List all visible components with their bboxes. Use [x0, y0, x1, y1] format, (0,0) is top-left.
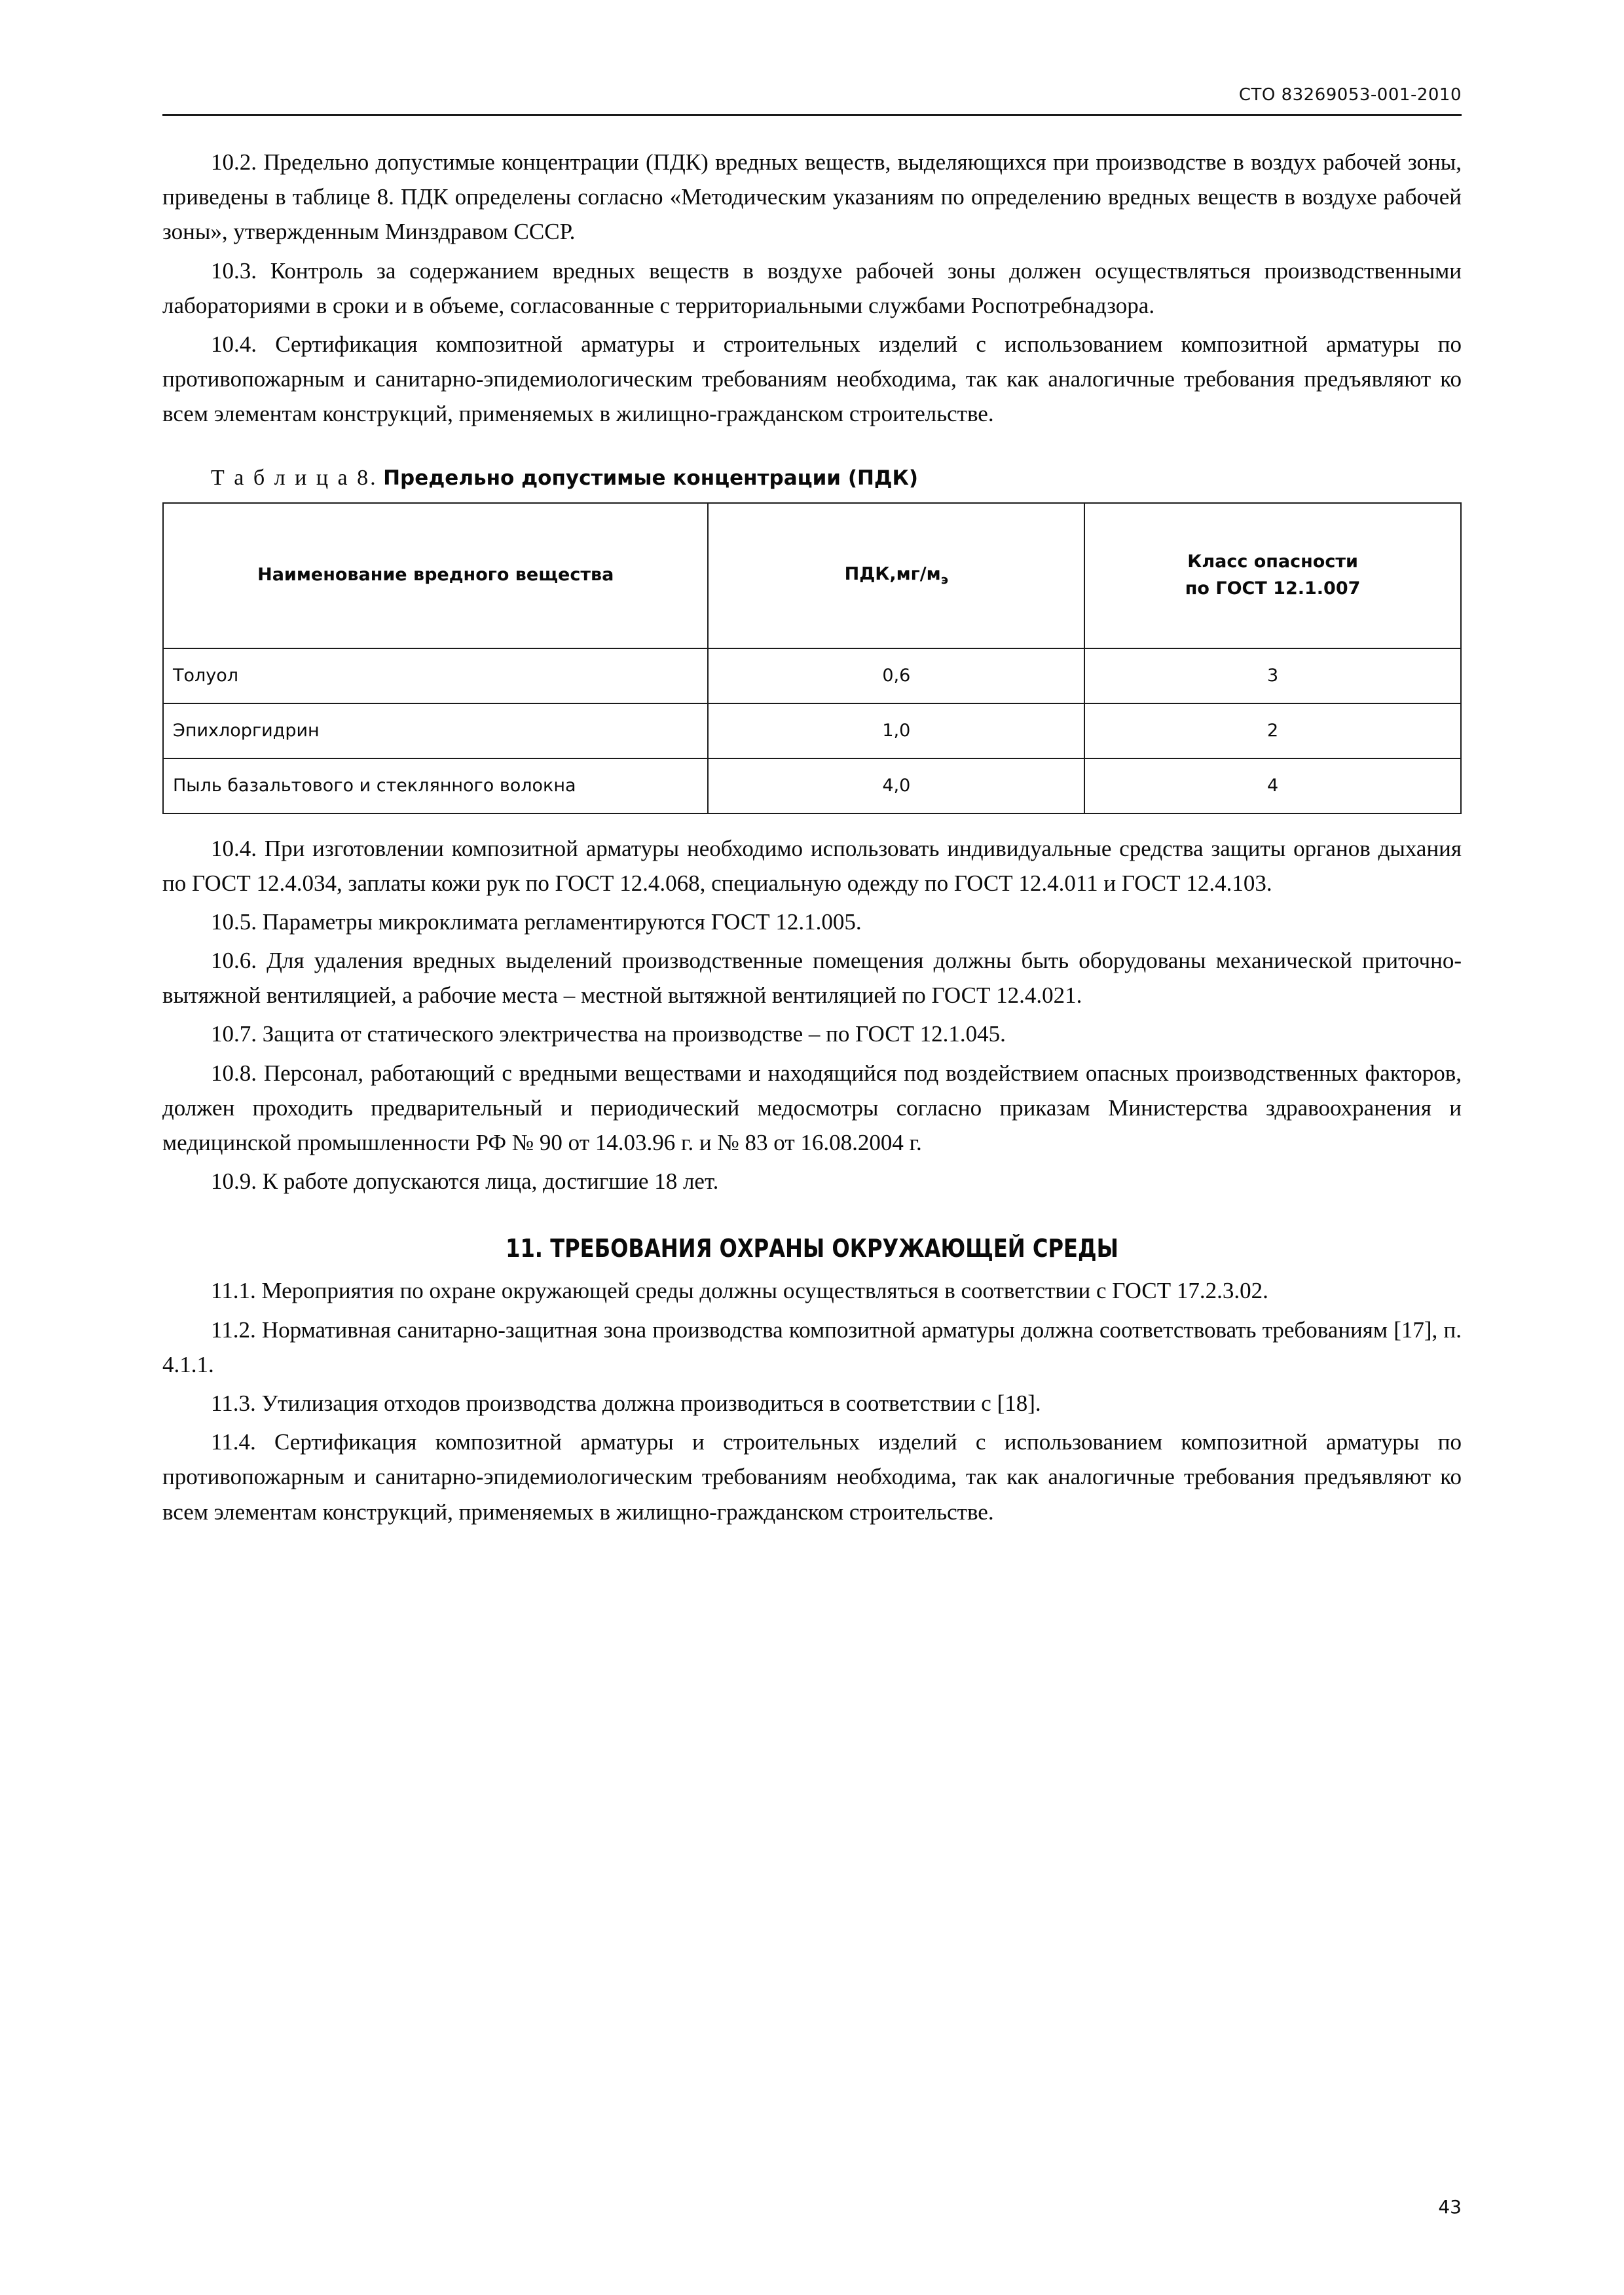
paragraph-10-4a: 10.4. Сертификация композитной арматуры и строительных изделий с использованием композитной арматуры по противопожарным и санитарно-эпидемиологическим требованиям необходима, так как аналогичные требования предъявляют ко всем элементам конструкций, применяемых в жилищно-гражданском строительстве.	[162, 331, 1462, 427]
paragraph-10-9: 10.9. К работе допускаются лица, достигшие 18 лет.	[211, 1168, 719, 1195]
paragraph-11-1: 11.1. Мероприятия по охране окружающей среды должны осуществляться в соответствии с ГОСТ 17.2.3.02.	[211, 1278, 1268, 1304]
paragraph-10-4b: 10.4. При изготовлении композитной арматуры необходимо использовать индивидуальные средства защиты органов дыхания по ГОСТ 12.4.034, заплаты кожи рук по ГОСТ 12.4.068, специальную одежду по ГОСТ 12.4.011 и ГОСТ 12.4.103.	[162, 835, 1462, 896]
table-row	[163, 703, 1461, 758]
paragraph-11-3: 11.3. Утилизация отходов производства должна производиться в соответствии с [18].	[211, 1390, 1041, 1416]
paragraph-10-3: 10.3. Контроль за содержанием вредных веществ в воздухе рабочей зоны должен осуществляться производственными лабораториями в сроки и в объеме, согласованные с территориальными службами Роспотребнадзора.	[162, 257, 1462, 318]
table-head	[163, 503, 1461, 648]
section-heading-11: 11. ТРЕБОВАНИЯ ОХРАНЫ ОКРУЖАЮЩЕЙ СРЕДЫ	[506, 1234, 1118, 1263]
header-pdk-unit-sub: э	[940, 572, 948, 588]
paragraph-10-8: 10.8. Персонал, работающий с вредными веществами и находящийся под воздействием опасных производственных факторов, должен проходить предварительный и периодический медосмотры согласно приказам Министерства здравоохранения и медицинской промышленности РФ № 90 от 14.03.96 г. и № 83 от 16.08.2004 г.	[162, 1060, 1462, 1155]
paragraph-10-5: 10.5. Параметры микроклимата регламентируются ГОСТ 12.1.005.	[211, 908, 862, 935]
cell-pdk-value: 1,0	[708, 703, 1084, 758]
paragraph-10-7: 10.7. Защита от статического электричества на производстве – по ГОСТ 12.1.045.	[211, 1021, 1006, 1047]
paragraph-11-4: 11.4. Сертификация композитной арматуры и строительных изделий с использованием композитной арматуры по противопожарным и санитарно-эпидемиологическим требованиям необходима, так как аналогичные требования предъявляют ко всем элементам конструкций, применяемых в жилищно-гражданском строительстве.	[162, 1429, 1462, 1525]
table-body	[163, 648, 1461, 813]
header-hazard-class-line1: Класс опасности	[1187, 551, 1358, 572]
cell-pdk-value: 0,6	[708, 648, 1084, 703]
header-hazard-class-line2: по ГОСТ 12.1.007	[1185, 578, 1361, 599]
header-pdk	[708, 503, 1084, 648]
cell-hazard-class: 4	[1084, 758, 1461, 813]
cell-substance-name: Толуол	[163, 648, 708, 703]
header-divider	[162, 114, 1462, 116]
table-row	[163, 758, 1461, 813]
paragraph-11-2: 11.2. Нормативная санитарно-защитная зона производства композитной арматуры должна соответствовать требованиям [17], п. 4.1.1.	[162, 1316, 1462, 1377]
table-caption-lead: Т а б л и ц а 8.	[211, 465, 378, 490]
header-substance-name: Наименование вредного вещества	[163, 503, 708, 648]
cell-hazard-class: 3	[1084, 648, 1461, 703]
paragraph-10-2: 10.2. Предельно допустимые концентрации (ПДК) вредных веществ, выделяющихся при производстве в воздух рабочей зоны, приведены в таблице 8. ПДК определены согласно «Методическим указаниям по определению вредных веществ в воздухе рабочей зоны», утвержденным Минздравом СССР.	[162, 149, 1462, 245]
cell-substance-name: Пыль базальтового и стеклянного волокна	[163, 758, 708, 813]
table-header-row	[163, 503, 1461, 648]
page-number: 43	[1438, 2196, 1462, 2218]
table-row	[163, 648, 1461, 703]
cell-pdk-value: 4,0	[708, 758, 1084, 813]
document-header	[162, 85, 1462, 114]
paragraph-10-6: 10.6. Для удаления вредных выделений производственные помещения должны быть оборудованы механической приточно-вытяжной вентиляцией, а рабочие места – местной вытяжной вентиляцией по ГОСТ 12.4.021.	[162, 948, 1462, 1009]
page-content	[162, 85, 1462, 1533]
cell-hazard-class: 2	[1084, 703, 1461, 758]
table-caption-title: Предельно допустимые концентрации (ПДК)	[383, 466, 919, 490]
header-pdk-label: ПДК,мг/м	[844, 564, 941, 585]
standard-code: СТО 83269053-001-2010	[1238, 85, 1462, 105]
cell-substance-name: Эпихлоргидрин	[163, 703, 708, 758]
pdk-table	[162, 502, 1462, 814]
table-caption	[162, 466, 1462, 491]
header-hazard-class	[1084, 503, 1461, 648]
spacer	[162, 814, 1462, 831]
